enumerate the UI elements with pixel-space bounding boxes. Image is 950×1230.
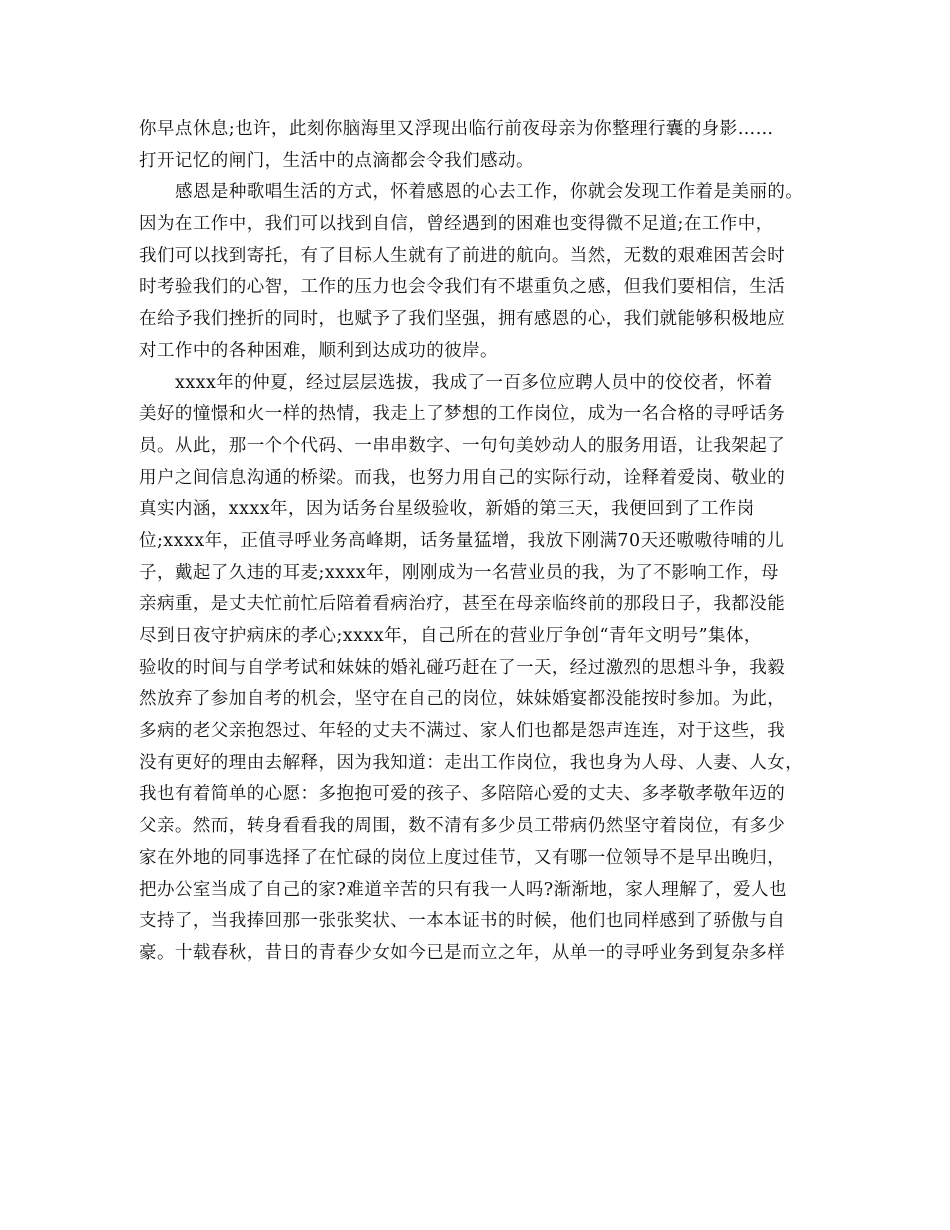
text-line: 尽到日夜守护病床的孝心;xxxx年，自己所在的营业厅争创“青年文明号”集体， — [139, 626, 762, 646]
text-line: 因为在工作中，我们可以找到自信，曾经遇到的困难也变得微不足道;在工作中， — [139, 214, 774, 235]
text-line: 豪。十载春秋，昔日的青春少女如今已是而立之年，从单一的寻呼业务到复杂多样 — [139, 942, 786, 963]
text-line: 位;xxxx年，正值寻呼业务高峰期，话务量猛增，我放下刚满70天还嗷嗷待哺的儿 — [139, 530, 785, 551]
text-line: 用户之间信息沟通的桥梁。而我，也努力用自己的实际行动，诠释着爱岗、敬业的 — [139, 467, 786, 488]
text-line: 把办公室当成了自己的家?难道辛苦的只有我一人吗?渐渐地，家人理解了，爱人也 — [139, 879, 787, 900]
text-line: 我也有着简单的心愿：多抱抱可爱的孩子、多陪陪心爱的丈夫、多孝敬孝敬年迈的 — [139, 784, 786, 805]
text-line: 家在外地的同事选择了在忙碌的岗位上度过佳节，又有哪一位领导不是早出晚归， — [139, 847, 786, 868]
text-line: 美好的憧憬和火一样的热情，我走上了梦想的工作岗位，成为一名合格的寻呼话务 — [139, 404, 786, 425]
text-line: 多病的老父亲抱怨过、年轻的丈夫不满过、家人们也都是怨声连连，对于这些，我 — [139, 721, 786, 742]
paragraph-start-line: xxxx年的仲夏，经过层层选拔，我成了一百多位应聘人员中的佼佼者，怀着 — [175, 372, 773, 393]
document-body — [139, 114, 819, 970]
text-line: 真实内涵，xxxx年，因为话务台星级验收，新婚的第三天，我便回到了工作岗 — [139, 499, 755, 520]
text-line: 对工作中的各种困难，顺利到达成功的彼岸。 — [139, 340, 498, 361]
text-line: 父亲。然而，转身看看我的周围，数不清有多少员工带病仍然坚守着岗位，有多少 — [139, 816, 786, 837]
text-line: 我们可以找到寄托，有了目标人生就有了前进的航向。当然，无数的艰难困苦会时 — [139, 245, 786, 266]
text-line: 没有更好的理由去解释，因为我知道：走出工作岗位，我也身为人母、人妻、人女， — [139, 752, 804, 773]
text-line: 支持了，当我捧回那一张张奖状、一本本证书的时候，他们也同样感到了骄傲与自 — [139, 911, 786, 932]
text-line: 在给予我们挫折的同时，也赋予了我们坚强，拥有感恩的心，我们就能够积极地应 — [139, 309, 786, 330]
text-line: 你早点休息;也许，此刻你脑海里又浮现出临行前夜母亲为你整理行囊的身影…… — [139, 119, 774, 139]
text-line: 打开记忆的闸门，生活中的点滴都会令我们感动。 — [139, 150, 534, 171]
text-line: 验收的时间与自学考试和妹妹的婚礼碰巧赶在了一天，经过激烈的思想斗争，我毅 — [139, 657, 786, 678]
paragraph-start-line: 感恩是种歌唱生活的方式，怀着感恩的心去工作，你就会发现工作着是美丽的。 — [175, 182, 804, 203]
text-line: 子，戴起了久违的耳麦;xxxx年，刚刚成为一名营业员的我，为了不影响工作，母 — [139, 562, 779, 583]
text-line: 然放弃了参加自考的机会，坚守在自己的岗位，妹妹婚宴都没能按时参加。为此， — [139, 689, 786, 710]
text-line: 亲病重，是丈夫忙前忙后陪着看病治疗，甚至在母亲临终前的那段日子，我都没能 — [139, 594, 786, 615]
text-line: 员。从此，那一个个代码、一串串数字、一句句美妙动人的服务用语，让我架起了 — [139, 435, 786, 456]
text-line: 时考验我们的心智，工作的压力也会令我们有不堪重负之感，但我们要相信，生活 — [139, 277, 786, 298]
